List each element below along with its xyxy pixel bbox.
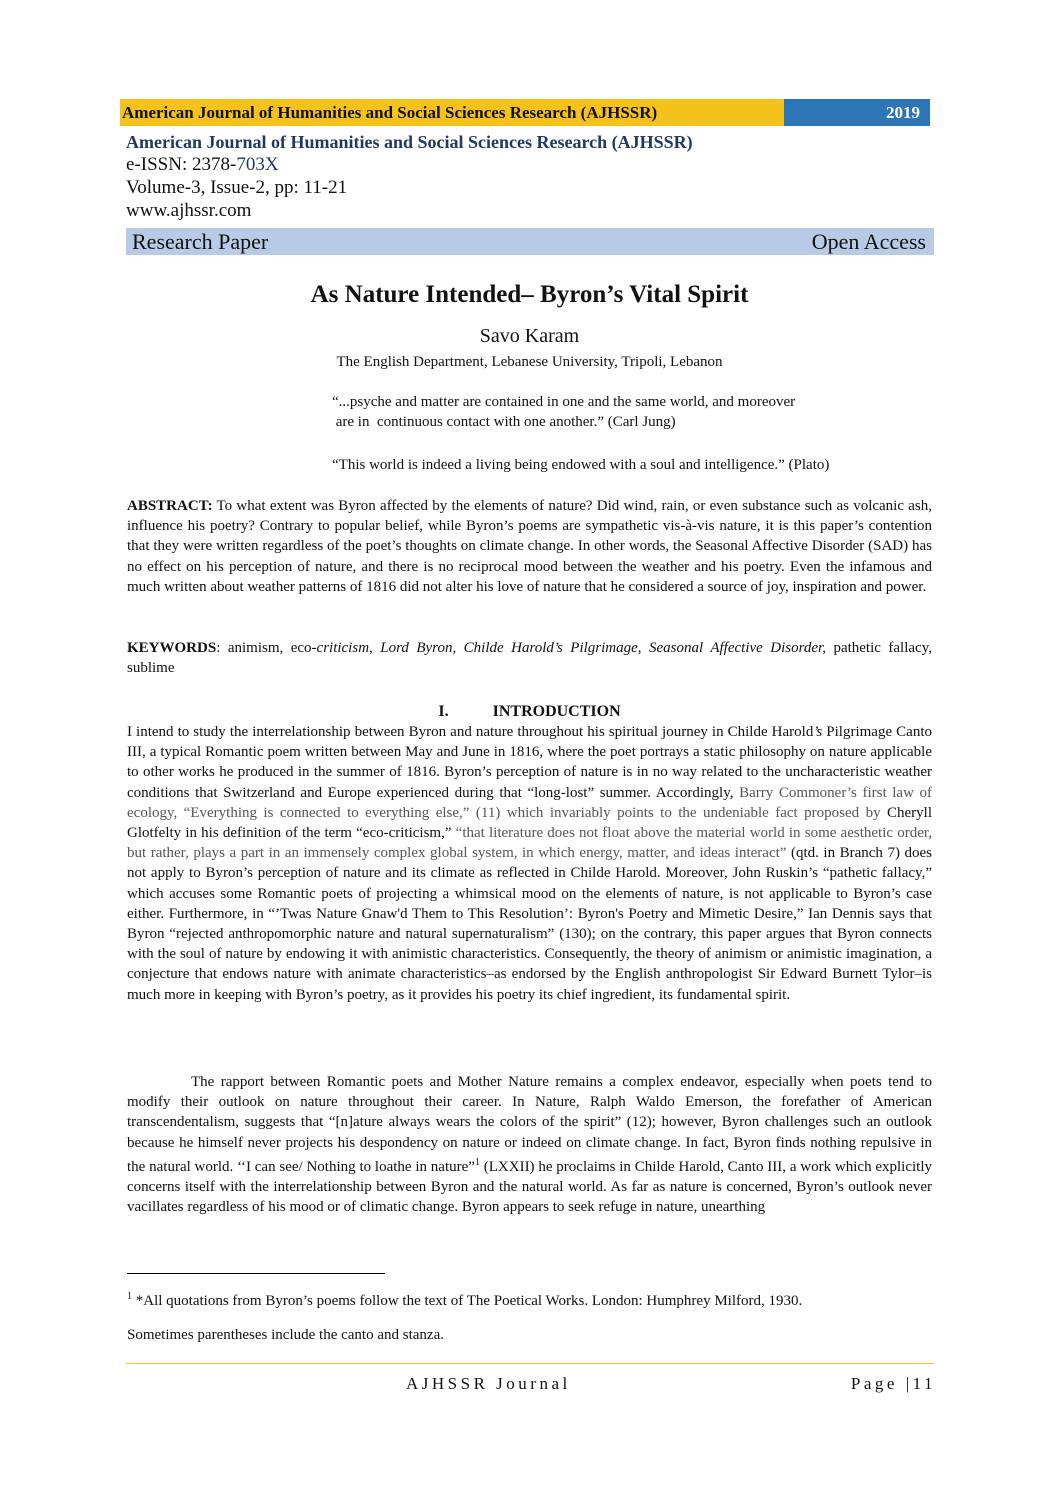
open-access-label: Open Access	[811, 228, 926, 254]
footnote	[127, 1284, 937, 1352]
section-heading	[0, 702, 1059, 722]
epigraph-jung	[332, 392, 932, 432]
footnote-marker: 1	[127, 1291, 132, 1302]
article-title: As Nature Intended– Byron’s Vital Spirit	[310, 281, 749, 308]
epigraph-line: are in continuous contact with one another.” (Carl Jung)	[332, 414, 676, 430]
text-run-quote: “that literature does not float above the material world in some aesthetic order, but rather, plays a part in an immensely complex global system, in which energy, matter, and ideas interact”	[127, 825, 932, 862]
keywords-plain-end: pathetic fallacy, sublime	[127, 640, 932, 677]
footnote-line-2: Sometimes parentheses include the canto and stanza.	[127, 1327, 444, 1343]
journal-header-name: American Journal of Humanities and Social Sciences Research (AJHSSR)	[120, 99, 784, 126]
paper-type-label: Research Paper	[132, 228, 269, 254]
footnote-text: *All quotations from Byron’s poems follow the text of The Poetical Works. London: Humphrey Milford, 1930.	[132, 1293, 803, 1309]
epigraph-plato	[332, 455, 932, 475]
page-number: Page |11	[850, 1374, 936, 1393]
epigraph-line: “...psyche and matter are contained in one and the same world, and moreover	[332, 394, 796, 410]
intro-paragraph-1	[127, 722, 932, 1005]
keywords-italic: criticism, Lord Byron, Childe Harold’s Pilgrimage, Seasonal Affective Disorder,	[316, 640, 826, 656]
abstract-text: To what extent was Byron affected by the elements of nature? Did wind, rain, or even substance such as volcanic ash, influence his poetry? Contrary to popular belief, while Byron’s poems are sympathetic vis-à-vis nature, it is this paper’s contention that they were written regardless of the poet’s thoughts on climate change. In other words, the Seasonal Affective Disorder (SAD) has no effect on his perception of nature, and there is no reciprocal mood between the weather and his poetry. Even the infamous and much written about weather patterns of 1816 did not alter his love of nature that he considered a source of joy, inspiration and power.	[127, 498, 932, 595]
journal-website: www.ajhssr.com	[126, 200, 252, 221]
abstract-label: ABSTRACT:	[127, 498, 213, 514]
issn-prefix: e-ISSN: 2378-	[126, 154, 237, 175]
paper-type-bar	[126, 228, 934, 255]
text-run-italic: ’s	[813, 724, 823, 740]
text-run-quote: Barry Commoner’s first law of ecology, “Everything is connected to everything else,” (11) which invariably points to the undeniable fact proposed by	[127, 784, 932, 821]
text-run: The rapport between Romantic poets and Mother Nature remains a complex endeavor, especially when poets tend to modify their outlook on nature throughout their career. In Nature, Ralph Waldo Emerson, the forefather of American transcendentalism, suggests that “[n]ature always wears the colors of the spirit” (12); however, Byron challenges such an outlook because he himself never projects his despondency on nature or indeed on climate change. In fact, Byron finds nothing repulsive in the natural world. ‘‘I can see/ Nothing to loathe in nature”	[127, 1074, 932, 1175]
article-author: Savo Karam	[479, 325, 580, 347]
text-run: I intend to study the interrelationship between Byron and nature throughout his spiritual journey in Childe Harold	[127, 724, 814, 740]
keywords-label: KEYWORDS	[127, 640, 217, 656]
section-title: INTRODUCTION	[492, 703, 621, 720]
keywords	[127, 638, 932, 678]
footer-divider	[126, 1363, 934, 1364]
abstract	[127, 496, 932, 597]
keywords-plain: : animism, eco-	[216, 640, 317, 656]
footer-journal: AJHSSR Journal	[406, 1374, 571, 1393]
text-run: Pilgrimage Canto III, a typical Romantic poem written between May and June in 1816, where the poet portrays a static philosophy on nature applicable to other works he produced in the summer of 1816. Byron’s perception of nature is in no way related to the uncharacteristic weather conditions that Switzerland and Europe experienced during that “long-lost” summer. Accordingly,	[127, 724, 932, 801]
text-run: (LXXII) he proclaims in Childe Harold, Canto III, a work which explicitly concerns itself with the interrelationship between Byron and the natural world. As far as nature is concerned, Byron’s outlook never vacillates regardless of his mood or of climatic change. Byron appears to seek refuge in nature, unearthing	[127, 1158, 933, 1216]
journal-meta	[126, 131, 934, 222]
page-footer	[406, 1374, 936, 1394]
epigraph-line: “This world is indeed a living being endowed with a soul and intelligence.” (Plato)	[332, 457, 830, 473]
journal-header-year: 2019	[784, 99, 930, 126]
issn	[126, 153, 934, 176]
issn-suffix: 703X	[236, 154, 279, 175]
text-run: Cheryll Glotfelty in his definition of the term “eco-criticism,”	[127, 804, 932, 842]
footnote-line	[127, 1284, 937, 1318]
text-run: (qtd. in Branch 7) does not apply to Byron’s perception of nature and its climate as reflected in Childe Harold. Moreover, John Ruskin’s “pathetic fallacy,” which accuses some Romantic poets of projecting a whimsical mood on the elements of nature, is not applicable to Byron’s case either. Furthermore, in “’Twas Nature Gnaw'd Them to This Resolution’: Byron's Poetry and Mimetic Desire,” Ian Dennis says that Byron “rejected anthropomorphic nature and natural supernaturalism” (130); on the contrary, this paper argues that Byron connects with the soul of nature by endowing it with animistic characteristics. Consequently, the theory of animism or animistic imagination, a conjecture that endows nature with animate characteristics–as endorsed by the English anthropologist Sir Edward Burnett Tylor–is much more in keeping with Byron’s poetry, as it provides his poetry its chief ingredient, its fundamental spirit.	[127, 845, 932, 1003]
volume-info: Volume-3, Issue-2, pp: 11-21	[126, 177, 348, 198]
journal-header-bar	[120, 99, 930, 126]
footnote-divider	[127, 1273, 385, 1274]
section-number: I.	[438, 703, 449, 720]
journal-meta-title: American Journal of Humanities and Social Sciences Research (AJHSSR)	[126, 132, 693, 152]
footnote-ref: 1	[474, 1156, 480, 1168]
intro-paragraph-2	[127, 1072, 932, 1217]
author-affiliation: The English Department, Lebanese University, Tripoli, Lebanon	[336, 354, 723, 370]
